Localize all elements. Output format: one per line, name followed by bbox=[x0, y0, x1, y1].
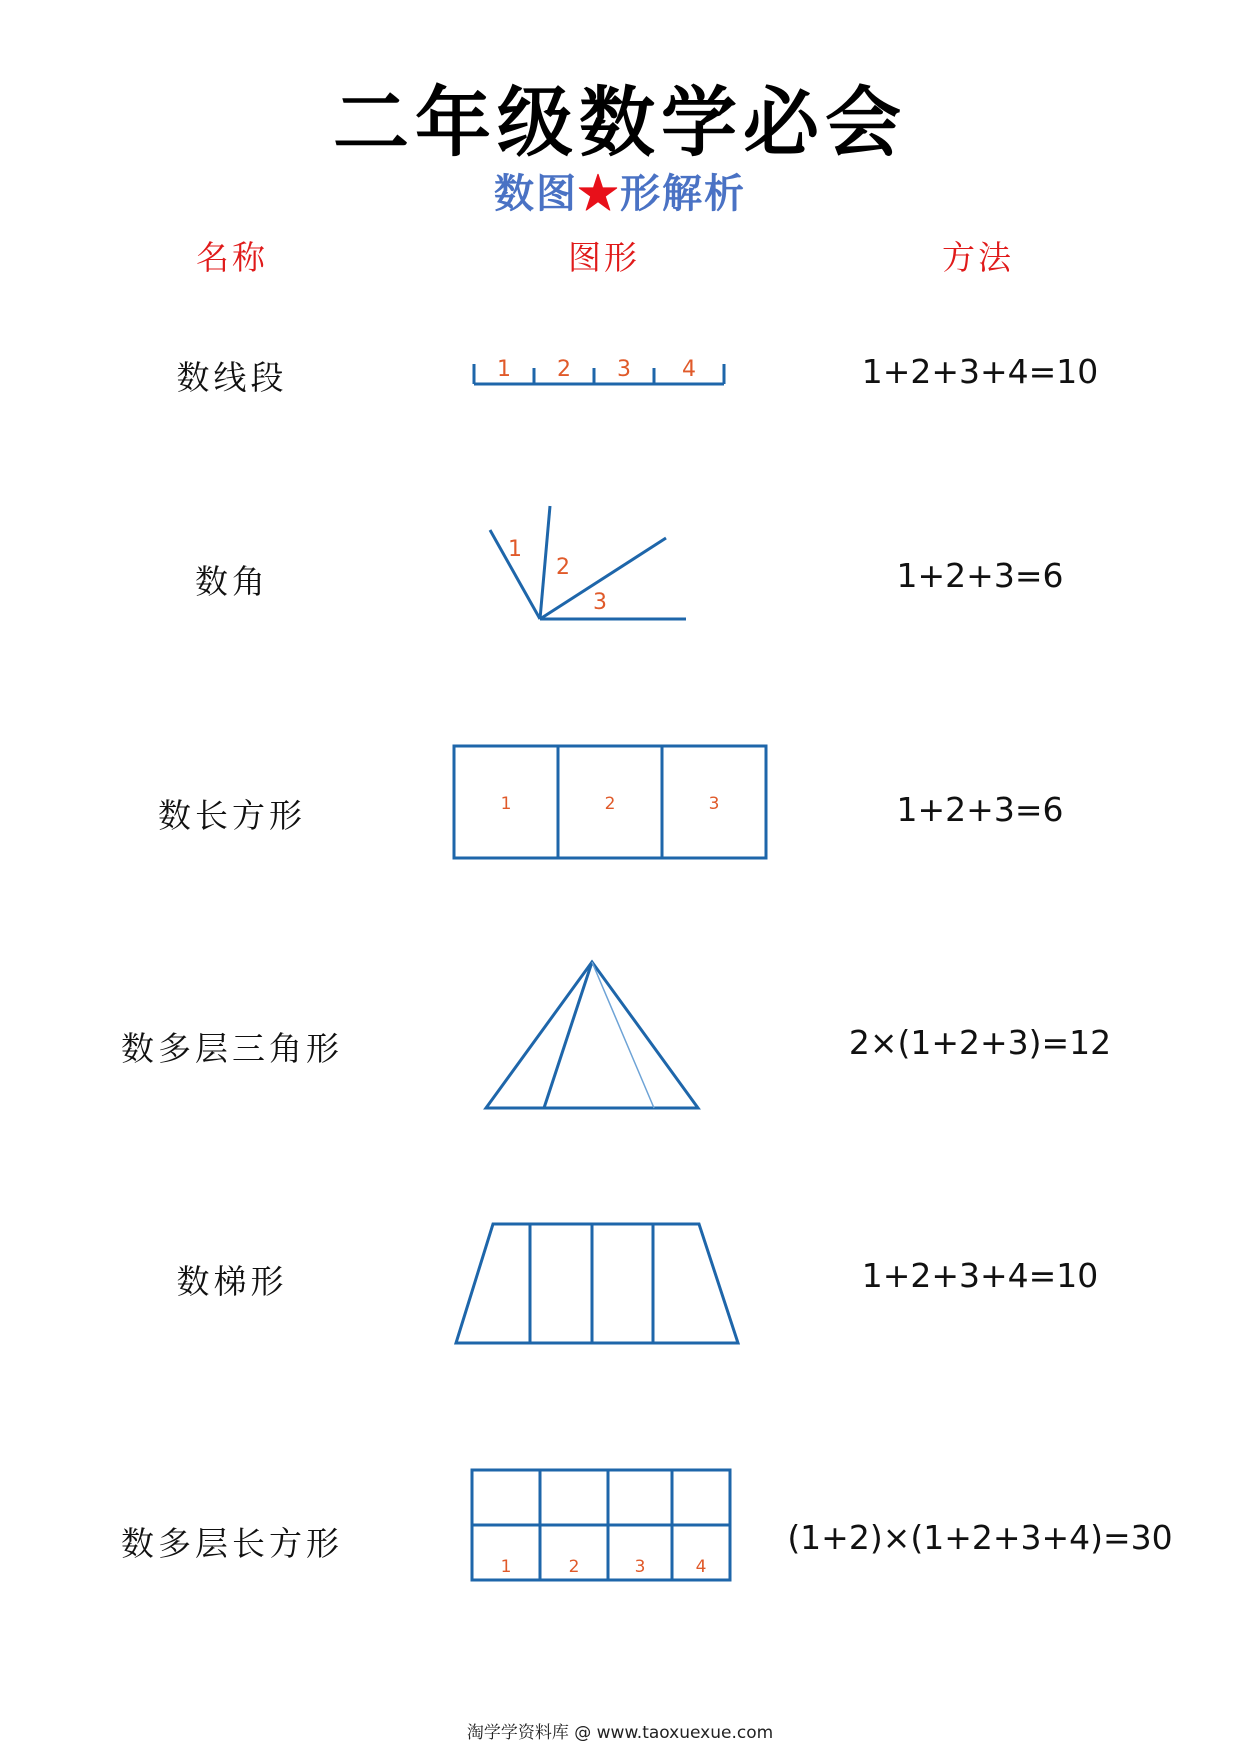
angle-ray bbox=[540, 506, 550, 619]
rectangle-figure bbox=[450, 742, 770, 862]
header-method: 方法 bbox=[942, 238, 1014, 277]
segment-label: 2 bbox=[557, 357, 571, 382]
multi-rectangle-label: 1 bbox=[500, 1557, 512, 1577]
trapezoid-outline bbox=[456, 1224, 738, 1343]
page-title: 二年级数学必会 bbox=[333, 78, 907, 167]
triangle-outline bbox=[486, 962, 698, 1108]
row-name: 数线段 bbox=[176, 358, 288, 397]
header-figure: 图形 bbox=[568, 238, 640, 277]
multi-rectangle-figure bbox=[468, 1466, 738, 1586]
row-method: (1+2)×(1+2+3+4)=30 bbox=[787, 1518, 1173, 1557]
rectangle-label: 3 bbox=[708, 794, 720, 814]
subtitle-right: 形解析 bbox=[620, 170, 746, 217]
rectangle-label: 1 bbox=[500, 794, 512, 814]
subtitle-left: 数图 bbox=[494, 170, 578, 217]
segment-label: 1 bbox=[497, 357, 511, 382]
angle-label: 1 bbox=[508, 537, 522, 562]
angle-label: 3 bbox=[593, 590, 607, 615]
row-name: 数长方形 bbox=[158, 796, 306, 835]
rectangle-label: 2 bbox=[604, 794, 616, 814]
angle-label: 2 bbox=[556, 555, 570, 580]
segment-label: 4 bbox=[682, 357, 696, 382]
angle-figure bbox=[470, 498, 690, 628]
row-name: 数多层长方形 bbox=[121, 1524, 343, 1563]
row-method: 1+2+3+4=10 bbox=[861, 352, 1099, 391]
row-name: 数角 bbox=[195, 562, 269, 601]
star-icon: ★ bbox=[578, 170, 620, 217]
page-footer: 淘学学资料库 @ www.taoxuexue.com bbox=[466, 1723, 774, 1743]
triangle-divider bbox=[544, 962, 592, 1108]
row-method: 1+2+3+4=10 bbox=[861, 1256, 1099, 1295]
segment-label: 3 bbox=[617, 357, 631, 382]
header-name: 名称 bbox=[196, 238, 268, 277]
row-name: 数多层三角形 bbox=[121, 1029, 343, 1068]
multi-rectangle-label: 4 bbox=[695, 1557, 707, 1577]
row-method: 2×(1+2+3)=12 bbox=[848, 1023, 1112, 1062]
row-method: 1+2+3=6 bbox=[896, 556, 1064, 595]
page-subtitle bbox=[0, 162, 1240, 219]
row-name: 数梯形 bbox=[176, 1262, 288, 1301]
multi-rectangle-label: 3 bbox=[634, 1557, 646, 1577]
line-segment-figure bbox=[460, 350, 740, 390]
row-method: 1+2+3=6 bbox=[896, 790, 1064, 829]
multi-rectangle-label: 2 bbox=[568, 1557, 580, 1577]
triangle-figure bbox=[480, 958, 710, 1114]
trapezoid-figure bbox=[452, 1220, 752, 1348]
